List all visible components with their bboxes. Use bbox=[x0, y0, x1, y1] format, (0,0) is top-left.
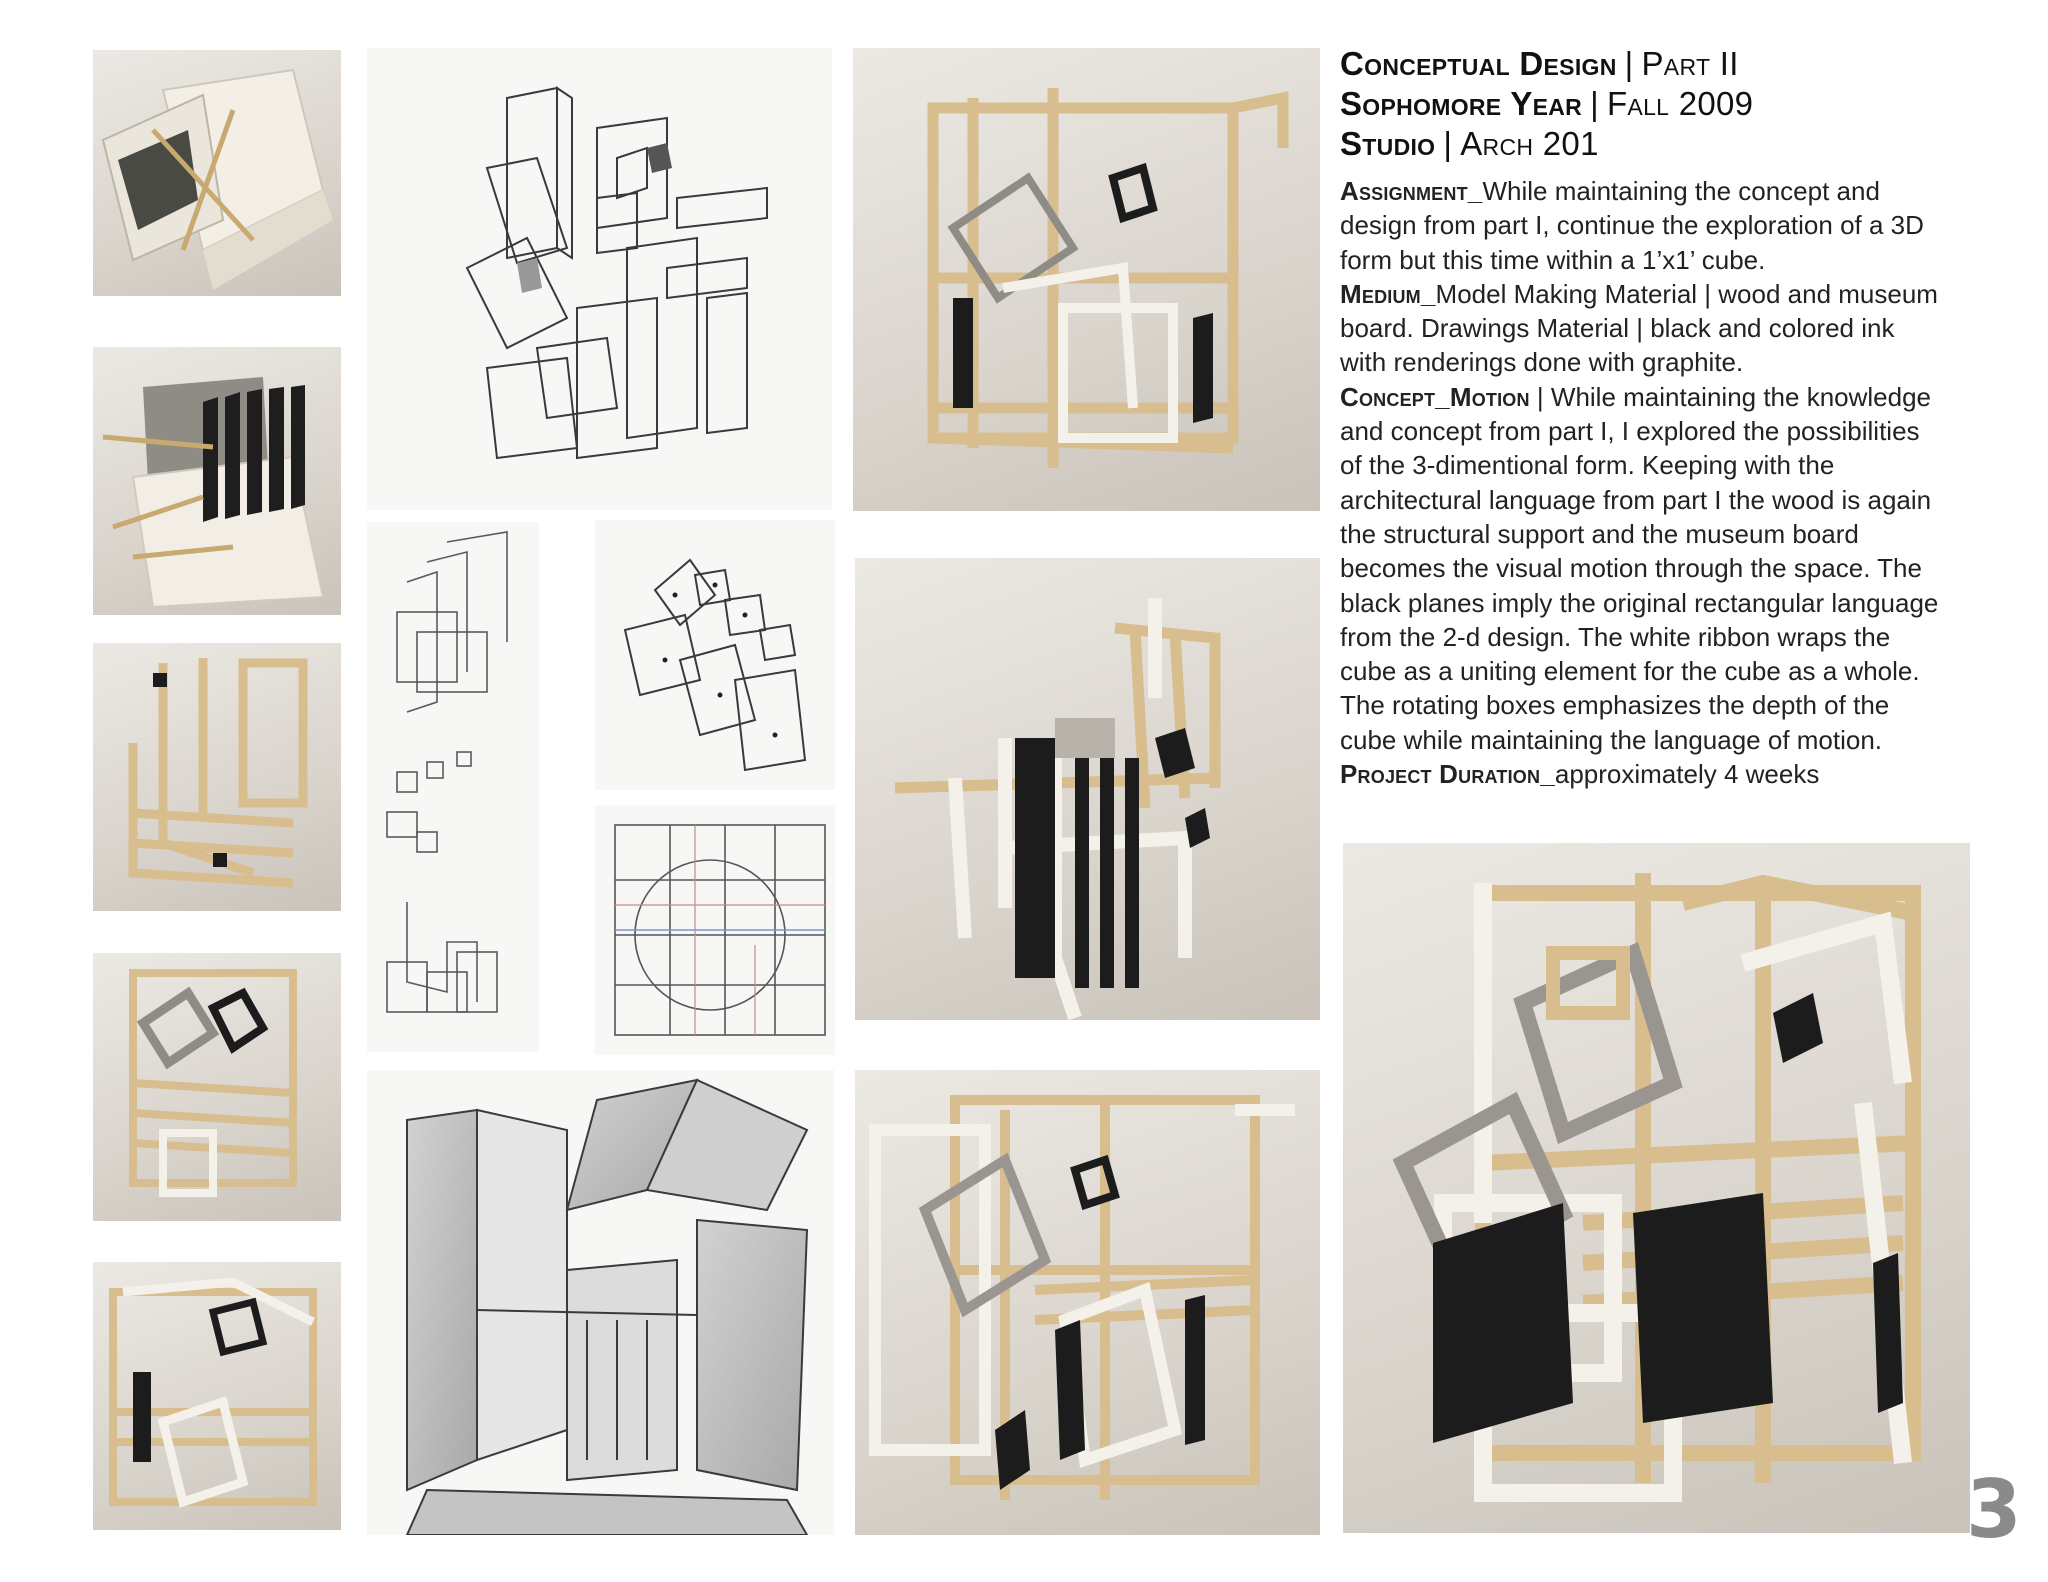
sketch-axonometric-studies bbox=[367, 522, 539, 1052]
model-photo-5-graphic bbox=[93, 1262, 341, 1530]
model-photo-large-2-graphic bbox=[855, 558, 1320, 1020]
model-photo-4 bbox=[93, 953, 341, 1221]
duration-text: approximately 4 weeks bbox=[1554, 759, 1820, 790]
model-photo-large-1-graphic bbox=[853, 48, 1320, 511]
page-number: 3 bbox=[1966, 1463, 2022, 1556]
heading-separator: | bbox=[1624, 45, 1634, 82]
heading-term: Fall 2009 bbox=[1606, 85, 1754, 122]
medium-text: Model Making Material | wood and museum board. Drawings Material | black and colored ink with renderings done with graphite. bbox=[1340, 278, 1938, 378]
model-photo-3-graphic bbox=[93, 643, 341, 911]
heading-part: Part II bbox=[1641, 45, 1739, 82]
model-photo-hero-graphic bbox=[1343, 843, 1970, 1533]
heading-line-1 bbox=[1340, 44, 1940, 84]
model-photo-large-2 bbox=[855, 558, 1320, 1020]
sketch-grid-study bbox=[595, 805, 835, 1055]
perspective-rendering bbox=[367, 1070, 834, 1535]
description-body bbox=[1340, 174, 1940, 791]
model-photo-large-3-graphic bbox=[855, 1070, 1320, 1535]
assignment-text: While maintaining the concept and design from part I, continue the exploration of a 3D form but this time within a 1’x1’ cube. bbox=[1340, 176, 1924, 275]
heading-line-3 bbox=[1340, 124, 1940, 164]
model-photo-4-graphic bbox=[93, 953, 341, 1221]
heading-title: Conceptual Design bbox=[1340, 45, 1617, 82]
model-photo-2-graphic bbox=[93, 347, 341, 615]
concept-label: Concept_Motion bbox=[1340, 381, 1530, 412]
model-photo-1-graphic bbox=[93, 50, 341, 296]
heading-studio: Studio bbox=[1340, 125, 1436, 162]
axonometric-drawing-graphic bbox=[367, 48, 832, 510]
sketch-rotating-squares bbox=[595, 520, 835, 790]
perspective-rendering-graphic bbox=[367, 1070, 834, 1535]
sketch-rotating-squares-graphic bbox=[595, 520, 835, 790]
heading-year: Sophomore Year bbox=[1340, 85, 1583, 122]
heading-line-2 bbox=[1340, 84, 1940, 124]
heading-separator: | bbox=[1590, 85, 1599, 122]
model-photo-3 bbox=[93, 643, 341, 911]
sketch-grid-study-graphic bbox=[595, 805, 835, 1055]
heading-separator: | bbox=[1443, 125, 1453, 162]
model-photo-5 bbox=[93, 1262, 341, 1530]
medium-label: Medium_ bbox=[1340, 278, 1436, 309]
axonometric-drawing bbox=[367, 48, 832, 510]
sketch-axonometric-studies-graphic bbox=[367, 522, 539, 1052]
model-photo-2 bbox=[93, 347, 341, 615]
duration-label: Project Duration_ bbox=[1340, 759, 1555, 790]
model-photo-large-1 bbox=[853, 48, 1320, 511]
model-photo-large-3 bbox=[855, 1070, 1320, 1535]
model-photo-hero bbox=[1343, 843, 1970, 1533]
heading-course: Arch 201 bbox=[1460, 125, 1599, 162]
assignment-label: Assignment_ bbox=[1340, 176, 1483, 206]
model-photo-1 bbox=[93, 50, 341, 296]
project-description bbox=[1340, 44, 1940, 791]
concept-text: | While maintaining the knowledge and concept from part I, I explored the possibilities of the 3-dimentional form. Keeping with the architectural language from part I the wood is again the structural support and the museum board becomes the visual motion through the space. The black planes imply the original rectangular language from the 2-d design. The white ribbon wraps the cube as a uniting element for the cube as a whole. The rotating boxes emphasizes the depth of the cube while maintaining the language of motion. bbox=[1340, 381, 1939, 755]
